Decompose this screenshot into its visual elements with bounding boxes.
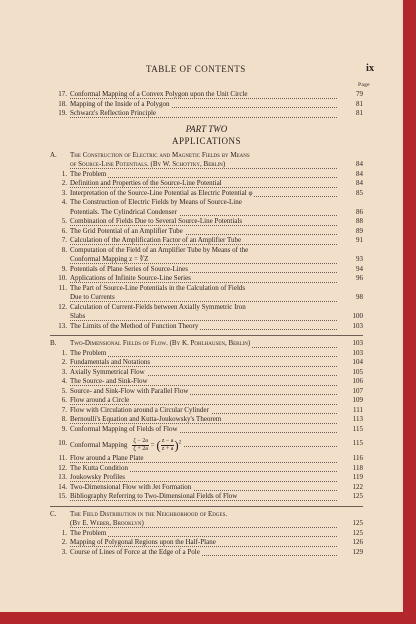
leader-dots (70, 534, 337, 537)
entry-number: 19. (58, 109, 67, 117)
entry-number: 14. (58, 482, 67, 491)
toc-entry (50, 548, 363, 558)
entry-page: 109 (352, 396, 363, 404)
entry-number: 12. (58, 302, 67, 311)
entry-number: 10. (58, 439, 67, 447)
entry-page: 103 (352, 321, 363, 330)
toc-entry (50, 109, 363, 119)
entry-title-text: The Limits of the Method of Function Theory (70, 321, 199, 330)
toc-entry (50, 265, 363, 275)
entry-page: 125 (352, 492, 363, 500)
toc-entry (50, 236, 363, 246)
toc-entry (50, 368, 363, 378)
entry-page: 111 (353, 405, 363, 414)
entry-page: 81 (356, 99, 363, 108)
entry-number: 1. (61, 348, 67, 357)
entry-number: 7. (61, 236, 67, 244)
entry-number: 2. (61, 358, 67, 366)
toc-entry (50, 349, 363, 359)
entry-title: Calculation of Current-Fields between Axially Symmetric Iron (70, 302, 246, 311)
section-title-continued-text: of Source-Line Potentials. (By W. Schottky, Berlin) (70, 160, 226, 168)
entry-title-text: Flow with Circulation around a Circular Cylinder (70, 405, 209, 414)
entry-number: 9. (61, 264, 67, 273)
entry-number: 15. (58, 492, 67, 500)
entry-number: 13. (58, 473, 67, 481)
entry-page: 107 (352, 386, 363, 395)
exponent: 2 (178, 440, 182, 446)
toc-entry (50, 473, 363, 483)
entry-number: 11. (58, 454, 67, 462)
entry-page: 118 (352, 463, 363, 472)
entry-page: 115 (352, 439, 363, 447)
paren-open: ( (156, 438, 161, 453)
toc-entry (50, 274, 363, 284)
applications-heading: APPLICATIONS (171, 135, 241, 146)
section-page: 125 (352, 519, 363, 527)
entry-title-text: Mapping of the Inside of a Polygon (70, 99, 170, 108)
running-title: TABLE OF CONTENTS (146, 64, 246, 74)
entry-page: 98 (356, 293, 363, 301)
entry-title-continued-text: Due to Currents (70, 293, 115, 301)
fraction-numerator: ζ − 2a (133, 438, 148, 444)
toc-entry (50, 483, 363, 493)
entry-title: The Part of Source-Line Potentials in the Calculation of Fields (70, 283, 246, 292)
entry-page: 85 (356, 188, 363, 197)
toc-entry (50, 492, 363, 502)
entry-number: 10. (58, 274, 67, 282)
entry-title-continued-text: Conformal Mapping z = ∜Z (70, 255, 149, 263)
toc-entry (50, 425, 363, 435)
entry-title-text: Bibliography Referring to Two-Dimensional Fields of Flow (70, 492, 238, 500)
entry-title-text: The Source- and Sink-Flow (70, 377, 148, 385)
entry-title-text: Joukowsky Profiles (70, 473, 126, 481)
entry-page: 129 (352, 547, 363, 556)
entry-page: 100 (352, 312, 363, 320)
toc-entry (50, 396, 363, 406)
page-column-label: Page (358, 82, 370, 88)
entry-title-text: The Grid Potential of an Amplifier Tube (70, 226, 183, 235)
toc-entry (50, 387, 363, 397)
fraction-denominator: z + a (161, 446, 174, 452)
section-heading (50, 151, 363, 170)
paren-close: ) (174, 438, 179, 453)
toc-entry (50, 464, 363, 474)
leader-dots (70, 175, 337, 178)
entry-page: 125 (352, 528, 363, 537)
entry-title-text: The Problem (70, 169, 107, 178)
fraction-rhs (161, 438, 175, 453)
section-block (50, 506, 363, 558)
toc-entry (50, 358, 363, 368)
entry-title-text: Potentials of Plane Series of Source-Lines (70, 264, 189, 273)
entry-page: 84 (356, 169, 363, 178)
toc-entry (50, 406, 363, 416)
section-title-continued-text: (By E. Weber, Brooklyn) (70, 519, 144, 527)
entry-number: 9. (61, 424, 67, 433)
entry-title-text: Flow around a Plane Plate (70, 454, 144, 462)
entry-page: 93 (356, 255, 363, 263)
toc-entry (50, 284, 363, 303)
entry-page: 89 (356, 226, 363, 235)
entry-number: 5. (61, 386, 67, 395)
entry-title-text: Source- and Sink-Flow with Parallel Flow (70, 386, 189, 395)
entry-title-text: Mapping of Polygonal Regions upon the Half-Plane (70, 538, 216, 546)
entry-number: 2. (61, 538, 67, 546)
entry-title-text: Combination of Fields Due to Several Source-Line Potentials (70, 217, 243, 225)
fraction-lhs (132, 438, 149, 453)
entry-title-text: Conformal Mapping of Fields of Flow (70, 424, 178, 433)
leader-dots (70, 354, 337, 357)
toc-entry (50, 217, 363, 227)
section-title: The Field Distribution in the Neighborhood of Edges. (70, 509, 228, 518)
entry-page: 94 (356, 264, 363, 273)
entry-number: 13. (58, 321, 67, 330)
entry-page: 81 (356, 109, 363, 117)
toc-entry (50, 227, 363, 237)
entry-number: 2. (61, 179, 67, 187)
entry-page: 103 (352, 348, 363, 357)
section-letter: A. (50, 150, 57, 159)
entry-title-text: Interpretation of the Source-Line Potential as Electric Potential φ (70, 188, 253, 197)
entry-number: 4. (61, 377, 67, 385)
entry-title: The Construction of Electric Fields by Means of Source-Line (70, 198, 242, 206)
fraction-denominator: ζ + 2a (133, 446, 148, 452)
entry-number: 18. (58, 99, 67, 108)
entry-title-text: The Problem (70, 528, 107, 537)
entry-page: 79 (356, 90, 363, 98)
entry-title-text: Schwarz's Reflection Principle (70, 109, 157, 117)
entry-number: 3. (61, 188, 67, 197)
entry-page: 84 (356, 179, 363, 187)
table-of-contents (50, 90, 363, 557)
section-heading (50, 339, 363, 349)
section-title: The Construction of Electric and Magnetic Fields by Means (70, 150, 250, 159)
toc-entry (50, 189, 363, 199)
section-page: 103 (352, 339, 363, 347)
entry-page: 113 (352, 415, 363, 423)
page-header (0, 64, 403, 78)
entry-page: 106 (352, 377, 363, 385)
entry-number: 6. (61, 396, 67, 404)
entry-title-text: Course of Lines of Force at the Edge of a Pole (70, 547, 200, 556)
entry-number: 11. (58, 283, 67, 292)
entry-title-text: Flow around a Circle (70, 396, 130, 404)
section-heading (50, 510, 363, 529)
entry-number: 7. (61, 405, 67, 414)
entry-title-text: Calculation of the Amplification Factor of an Amplifier Tube (70, 236, 242, 244)
entry-title-text: The Problem (70, 348, 107, 357)
entry-number: 1. (61, 169, 67, 178)
toc-entry (50, 415, 363, 425)
entry-page: 91 (356, 236, 363, 244)
entry-page: 105 (352, 367, 363, 376)
entry-title-continued-text: Potentials. The Cylindrical Condenser (70, 207, 177, 216)
entry-number: 8. (61, 245, 67, 254)
part-heading: PART TWO (185, 123, 228, 134)
entry-number: 3. (61, 367, 67, 376)
entry-title-text: Conformal Mapping of a Convex Polygon upon the Unit Circle (70, 90, 248, 98)
entry-number: 8. (61, 415, 67, 423)
entry-number: 4. (61, 198, 67, 206)
toc-entry (50, 246, 363, 265)
toc-entry (50, 454, 363, 464)
leader-dots (70, 318, 337, 321)
math-formula: $\frac{\zeta - 2a}{\zeta + 2a}$ = ( $\frac{z - a}{z + a}$ )$^2$ (129, 441, 183, 449)
toc-entry (50, 198, 363, 217)
toc-entry (50, 377, 363, 387)
toc-entry (50, 322, 363, 332)
entry-page: 126 (352, 538, 363, 546)
section-page: 84 (356, 160, 363, 168)
entry-title-text: Conformal Mapping (70, 441, 128, 450)
toc-entry (50, 179, 363, 189)
toc-entry (50, 538, 363, 548)
section-letter: B. (50, 339, 57, 347)
entry-page: 96 (356, 274, 363, 282)
entry-title-text: Two-Dimensional Flow with Jet Formation (70, 482, 192, 491)
entry-number: 1. (61, 528, 67, 537)
entry-title-text: Fundamentals and Notations (70, 358, 151, 366)
toc-entry (50, 434, 363, 454)
entry-title-continued-text: Slabs (70, 312, 86, 320)
fraction-numerator: z − a (161, 438, 174, 444)
entry-number: 5. (61, 217, 67, 225)
entry-number: 17. (58, 90, 67, 98)
section-block (50, 151, 363, 332)
toc-entry (50, 100, 363, 110)
entry-page: 116 (352, 454, 363, 462)
toc-entry (50, 90, 363, 100)
entry-page: 86 (356, 207, 363, 216)
entry-number: 6. (61, 226, 67, 235)
entry-page: 115 (352, 424, 363, 433)
toc-entry (50, 170, 363, 180)
entry-title-text: Applications of Infinite Source-Line Series (70, 274, 191, 282)
toc-entry (50, 303, 363, 322)
entry-title: Computation of the Field of an Amplifier Tube by Means of the (70, 245, 249, 254)
entry-page: 88 (356, 217, 363, 225)
entry-number: 12. (58, 463, 67, 472)
entry-title-text: Definition and Properties of the Source-Line Potential (70, 179, 222, 187)
entry-number: 3. (61, 547, 67, 556)
entry-page: 122 (352, 482, 363, 491)
section-letter: C. (50, 509, 57, 518)
entry-title-text: Axially Symmetrical Flow (70, 367, 145, 376)
section-title: Two-Dimensional Fields of Flow. (By K. Pohlhausen, Berlin) (70, 339, 251, 347)
entry-title-text: Bernoulli's Equation and Kutta-Joukowsky's Theorem (70, 415, 222, 423)
entry-page: 119 (352, 473, 363, 481)
entry-title-text: The Kutta Condition (70, 463, 128, 472)
page-number: ix (366, 63, 375, 74)
entry-page: 104 (352, 358, 363, 366)
toc-entry (50, 529, 363, 539)
section-block (50, 335, 363, 502)
